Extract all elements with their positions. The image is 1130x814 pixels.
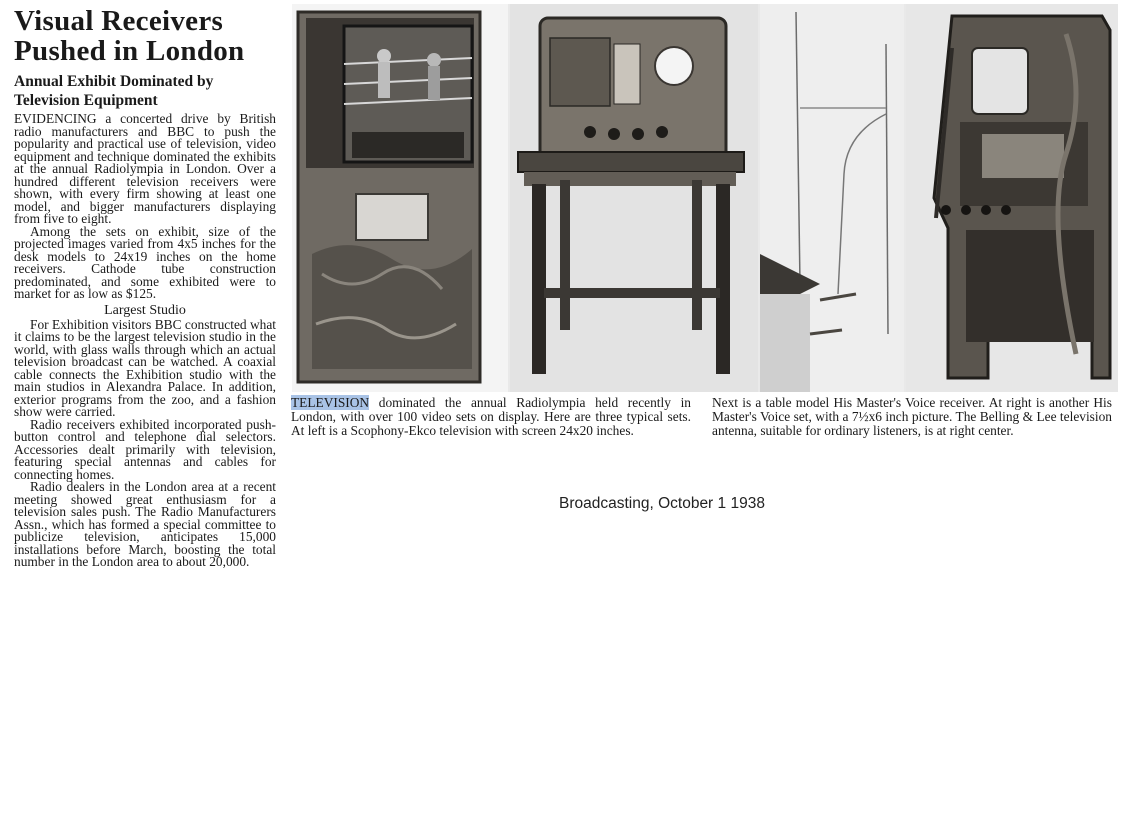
photo-caption-left [291, 396, 691, 438]
source-credit: Broadcasting, October 1 1938 [559, 495, 765, 512]
photo-caption-right: Next is a table model His Master's Voice receiver. At right is another His Master's Voice set, with a 7½x6 inch picture. The Belling & Lee television antenna, suitable for ordinary listeners, is at right center. [712, 395, 1112, 438]
paragraph-5: Radio dealers in the London area at a recent meeting showed great enthusiasm for a television sales push. The Radio Manufacturers Assn., which has formed a special committee to publicize television, anticipates 15,000 installations before March, boosting the total number in the London area to about 20,000. [14, 479, 276, 569]
paragraph-3: For Exhibition visitors BBC constructed what it claims to be the largest television studio in the world, with glass walls through which an actual television broadcast can be watched. A coaxial cable connects the Exhibition studio with the main studios in Alexandra Palace. In addition, exterior programs from the zoo, and a fashion show were carried. [14, 316, 276, 419]
caption-left-text: dominated the annual Radiolympia held recently in London, with over 100 video sets on display. Here are three typical sets. At left is a Scophony-Ekco television with screen 24x20 inches. [291, 395, 691, 438]
photo-scophony-ekco-television [292, 4, 508, 392]
subhead-line-2: Television Equipment [14, 92, 158, 109]
caption-highlight-word: TELEVISION [291, 395, 370, 410]
section-heading: Largest Studio [104, 302, 186, 318]
photo-his-masters-voice-console [906, 4, 1118, 392]
headline-line-2: Pushed in London [14, 35, 245, 67]
article-column [14, 6, 276, 569]
subheadline [14, 72, 276, 110]
photo-strip [292, 4, 1118, 392]
article-body [14, 113, 276, 569]
paragraph-1: EVIDENCING a concerted drive by British radio manufacturers and BBC to push the popularity and practical use of television, video equipment and technique dominated the exhibits at the annual Radiolympia in London. Over a hundred different television receivers were shown, with every firm showing at least one model, and bigger manufacturers displaying from five to eight. [14, 111, 276, 226]
photo-table-model-receiver [510, 4, 758, 392]
paragraph-2: Among the sets on exhibit, size of the projected images varied from 4x5 inches for the desk models to 24x19 inches on the home receivers. Cathode tube construction predominated, and some exhibited were to market for as low as $125. [14, 223, 276, 301]
headline [14, 6, 276, 66]
photo-belling-lee-antenna [760, 4, 904, 392]
paragraph-4: Radio receivers exhibited incorporated push-button control and telephone dial selectors. Accessories dealt primarily with television, featuring special antennas and cables for connecting homes. [14, 416, 276, 482]
headline-line-1: Visual Receivers [14, 5, 224, 37]
subhead-line-1: Annual Exhibit Dominated by [14, 73, 214, 90]
